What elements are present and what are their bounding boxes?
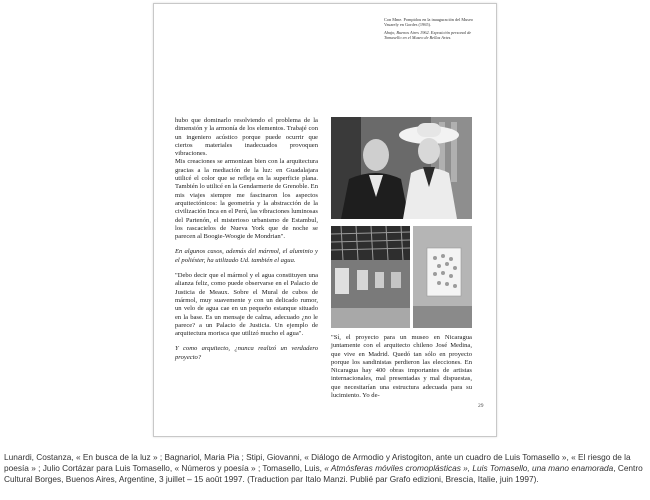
interview-question: Y como arquitecto, ¿nunca realizó un verdadero proyecto? (175, 345, 318, 361)
photo-relief-artwork (413, 226, 472, 328)
paragraph: "Sí, el proyecto para un museo en Nicaragua juntamente con el arquitecto chileno José Medina, que vive en Madrid. Quedó tan sólo en proyecto porque los sandinistas perdieron las elecciones. En Nicaragua hay 400 obras importantes de artistas internacionales, mal presentadas y mal dispuestas, que necesitarían una estructura adecuada para su lucimiento. Yo de- (331, 334, 472, 400)
right-text-column (331, 334, 472, 400)
photo-pompidou (331, 117, 472, 219)
paragraph: "Debo decir que el mármol y el agua constituyen una alianza feliz, como puede observarse en el Palacio de Justicia de Meaux. Sobre el Mural de cubos de mármol, muy suavemente y con un delicado rumor, un velo de agua cae en un pequeño estanque situado en la base. Es un mensaje de calma, adecuado ¿no le parece? a un Palacio de Justicia. Un ejemplo de arquitectura morisca que utilizó mucho el agua". (175, 272, 318, 338)
caption-line-1: Con Mme. Pompidou en la inauguración del Museo Vasarely en Gordes (1965). (384, 17, 474, 28)
reference-text: Lunardi, Costanza, « En busca de la luz » ; Bagnariol, Maria Pia ; Stipi, Giovanni, « Diálogo de Armodio y Aristogiton, ante un cuadro de Luis Tomasello », « El riesgo de la poesía » ; Julio Cortázar para Luis Tomasello, « Números y poesía » ; Tomasello, Luis, (4, 452, 631, 473)
paragraph: hubo que dominarlo resolviendo el problema de la dimensión y la armonía de los elementos. Trabajé con un ingeniero acústico porque puede ocurrir que ciertos materiales inadecuados provoquen vibraciones. (175, 117, 318, 158)
reference-text: , Centro Cultural Borges, Buenos Aires, Argentine, 3 juillet – 15 août 1997. (Traduction par Italo Manzi. Publié par Grafo edizioni, Brescia, Italie, juin 1997). (4, 463, 643, 484)
page-number: 29 (478, 403, 484, 409)
photo-caption (384, 17, 484, 42)
book-page (153, 3, 497, 437)
interview-question: En algunos casos, además del mármol, el aluminio y el poliéster, ha utilizado Ud. también el agua. (175, 248, 318, 264)
bibliographic-reference (4, 452, 644, 485)
caption-line-2: Abajo, Buenos Aires 1962. Exposición personal de Tomasello en el Museo de Bellas Artes. (384, 29, 472, 40)
left-text-column (175, 117, 318, 362)
reference-title: « Atmósferas móviles cromoplásticas », Luis Tomasello, una mano enamorada (324, 463, 614, 473)
photo-museum-hall (331, 226, 410, 328)
paragraph: Mis creaciones se armonizan bien con la arquitectura gracias a la mediación de la luz: en Guadalajara utilicé el color que se refleja en la superficie plana. También lo utilicé en la Gendarmerie de Grenoble. En mis viajes siempre me fascinaron los aspectos arquitectónicos: la geometría y la abstracción de la civilización Inca en el Perú, las vibraciones luminosas del Partenón, el misterioso urbanismo de Estambul, los rascacielos de Nueva York que de noche se parecen al Boogie-Woogie de Mondrian". (175, 158, 318, 241)
